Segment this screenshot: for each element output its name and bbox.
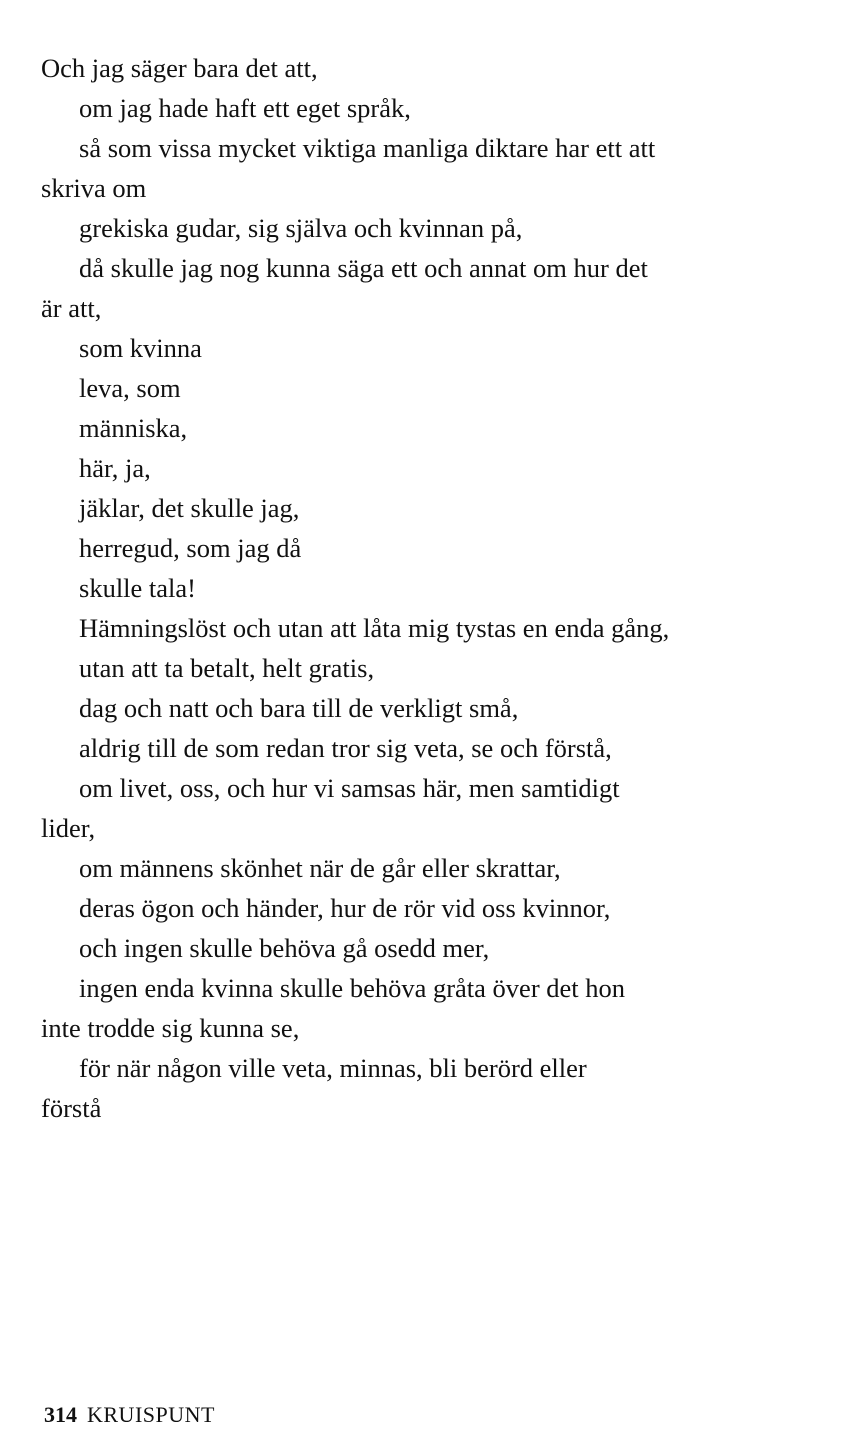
poem-line: lider, [41,813,96,843]
poem-line: människa, [79,413,188,443]
page-footer [44,1401,215,1429]
poem-line: om männens skönhet när de går eller skrattar, [79,853,561,883]
poem-line: om jag hade haft ett eget språk, [79,93,411,123]
running-title: KRUISPUNT [87,1402,215,1427]
poem-line: inte trodde sig kunna se, [41,1013,300,1043]
poem-line: då skulle jag nog kunna säga ett och annat om hur det [79,253,648,283]
poem-line: deras ögon och händer, hur de rör vid oss kvinnor, [79,893,611,923]
poem-line: jäklar, det skulle jag, [79,493,300,523]
poem-line: och ingen skulle behöva gå osedd mer, [79,933,490,963]
poem-line: skulle tala! [79,573,196,603]
poem-line: skriva om [41,173,147,203]
poem-text [41,48,821,1128]
poem-line: om livet, oss, och hur vi samsas här, men samtidigt [79,773,620,803]
poem-line: för när någon ville veta, minnas, bli berörd eller [79,1053,587,1083]
poem-line: så som vissa mycket viktiga manliga diktare har ett att [79,133,656,163]
poem-line: är att, [41,293,102,323]
poem-line: förstå [41,1093,102,1123]
poem-line: ingen enda kvinna skulle behöva gråta över det hon [79,973,626,1003]
poem-line: leva, som [79,373,181,403]
poem-line: Hämningslöst och utan att låta mig tystas en enda gång, [79,613,670,643]
poem-line: utan att ta betalt, helt gratis, [79,653,375,683]
poem-line: grekiska gudar, sig själva och kvinnan på, [79,213,523,243]
page-number: 314 [44,1402,77,1427]
poem-line: Och jag säger bara det att, [41,53,318,83]
poem-line: här, ja, [79,453,151,483]
poem-line: herregud, som jag då [79,533,302,563]
poem-line: aldrig till de som redan tror sig veta, se och förstå, [79,733,612,763]
poem-line: dag och natt och bara till de verkligt små, [79,693,519,723]
poem-line: som kvinna [79,333,202,363]
